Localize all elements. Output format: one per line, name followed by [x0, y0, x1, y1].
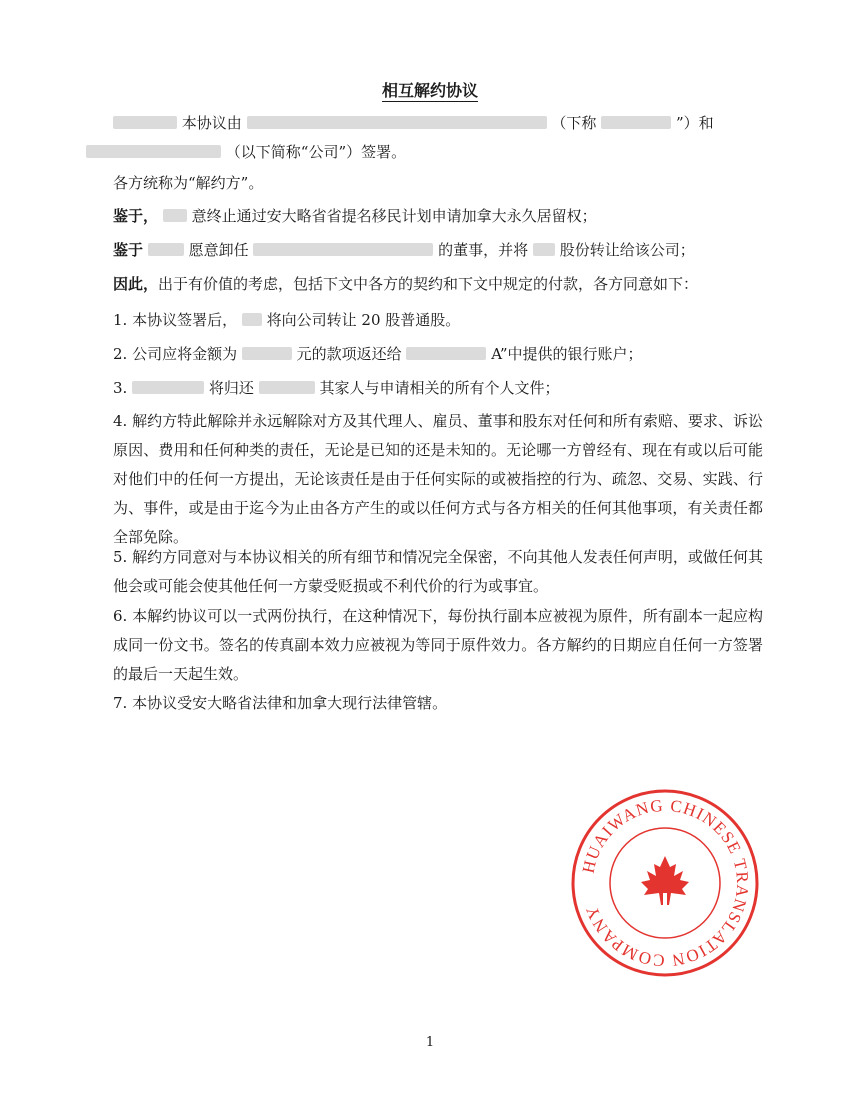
agreement-item-4: 4. 解约方特此解除并永远解除对方及其代理人、雇员、董事和股东对任何和所有索赔、要求、诉讼原因、费用和任何种类的责任，无论是已知的还是未知的。无论哪一方曾经有、现在有或以后可能对他们中的任何一方提出，无论该责任是由于任何实际的或被指控的行为、疏忽、交易、实践、行为、事件，或是由于迄今为止由各方产生的或以任何方式与各方相关的任何其他事项，有关责任都全部免除。	[113, 412, 763, 546]
redaction-mark	[132, 381, 204, 394]
redaction-mark	[259, 381, 315, 394]
redaction-mark	[406, 347, 486, 360]
redaction-mark	[163, 209, 187, 222]
therefore-clause: 因此，出于有价值的考虑，包括下文中各方的契约和下文中规定的付款，各方同意如下：	[113, 275, 699, 293]
parties-line: 各方统称为“解约方”。	[113, 174, 264, 192]
intro-line-1: 本协议由 （下称 ”）和	[113, 113, 714, 133]
redaction-mark	[242, 347, 292, 360]
intro-line-2: （以下简称“公司”）签署。	[86, 142, 406, 162]
seal-ring-text: HUAIWANG CHINESE TRANSLATION COMPANY	[578, 795, 753, 971]
maple-leaf-icon	[641, 856, 689, 905]
redaction-mark	[247, 116, 547, 129]
agreement-item-3: 3. 将归还 其家人与申请相关的所有个人文件；	[113, 379, 560, 397]
company-seal	[570, 788, 760, 978]
redaction-mark	[533, 243, 555, 256]
redaction-mark	[86, 145, 221, 158]
agreement-item-5: 5. 解约方同意对与本协议相关的所有细节和情况完全保密，不向其他人发表任何声明，或做任何其他会或可能会使其他任何一方蒙受贬损或不利代价的行为或事宜。	[113, 548, 763, 595]
document-title: 相互解约协议	[381, 81, 478, 100]
agreement-item-7: 7. 本协议受安大略省法律和加拿大现行法律管辖。	[113, 694, 448, 712]
redaction-mark	[113, 116, 177, 129]
redaction-mark	[242, 313, 262, 326]
whereas-clause-2: 鉴于 愿意卸任 的董事，并将 股份转让给该公司；	[113, 241, 695, 259]
page-number: 1	[425, 1035, 435, 1050]
redaction-mark	[148, 243, 184, 256]
whereas-clause-1: 鉴于， 意终止通过安大略省省提名移民计划申请加拿大永久居留权；	[113, 207, 597, 225]
agreement-item-2: 2. 公司应将金额为 元的款项返还给 A”中提供的银行账户；	[113, 345, 643, 363]
agreement-item-6: 6. 本解约协议可以一式两份执行，在这种情况下，每份执行副本应被视为原件，所有副本一起应构成同一份文书。签名的传真副本效力应被视为等同于原件效力。各方解约的日期应自任何一方签署的最后一天起生效。	[113, 607, 763, 683]
agreement-item-1: 1. 本协议签署后， 将向公司转让 20 股普通股。	[113, 311, 461, 329]
redaction-mark	[253, 243, 433, 256]
redaction-mark	[601, 116, 671, 129]
